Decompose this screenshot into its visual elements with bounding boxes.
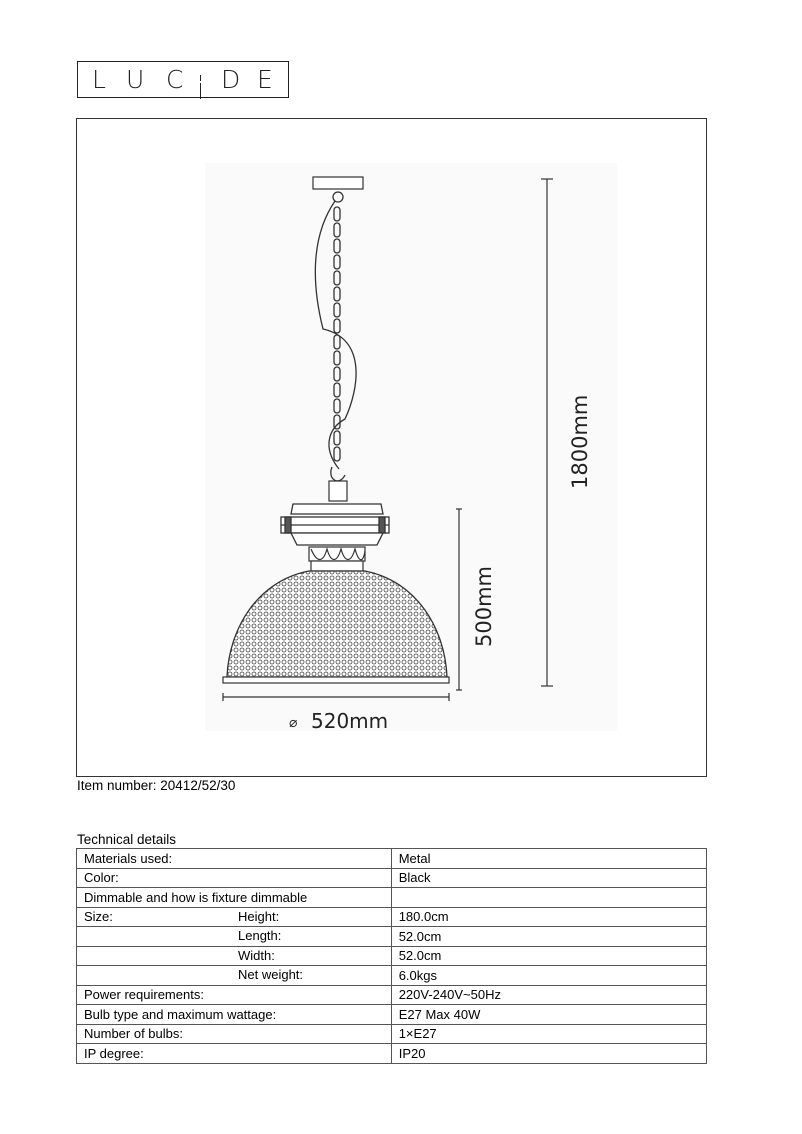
diameter-label: 520mm: [311, 709, 389, 733]
spec-label: Dimmable and how is fixture dimmable: [77, 888, 392, 908]
pendant-lamp-drawing: [77, 119, 708, 778]
lamp-housing: [281, 504, 389, 545]
table-row: [77, 1024, 707, 1044]
brand-logo: [77, 61, 289, 98]
table-row: [77, 868, 707, 888]
table-row: [77, 1044, 707, 1064]
technical-details-title: Technical details: [77, 832, 177, 847]
table-row: [77, 1005, 707, 1025]
spec-value: 220V-240V~50Hz: [391, 985, 706, 1005]
spec-label: Bulb type and maximum wattage:: [77, 1005, 392, 1025]
table-row: [77, 946, 707, 966]
hook-connector: [329, 481, 347, 501]
logo-letter: L: [92, 65, 106, 94]
spec-value: [391, 888, 706, 908]
spec-value: 1×E27: [391, 1024, 706, 1044]
logo-letter: U: [126, 65, 145, 94]
shade-crown: [309, 547, 365, 571]
spec-sublabel: Net weight:: [238, 967, 304, 982]
size-label-cell: [77, 946, 392, 966]
table-row: [77, 888, 707, 908]
table-row: [77, 907, 707, 927]
spec-value: 52.0cm: [391, 946, 706, 966]
spec-value: Metal: [391, 849, 706, 869]
spec-value: 52.0cm: [391, 927, 706, 947]
spec-sublabel: Height:: [238, 908, 280, 924]
logo-letter: E: [257, 65, 273, 94]
logo-letter: D: [221, 65, 241, 94]
product-drawing-frame: [76, 118, 707, 777]
total-height-label: 1800mm: [568, 394, 592, 489]
spec-value: 6.0kgs: [391, 966, 706, 986]
shade-rim: [223, 677, 449, 683]
spec-value: E27 Max 40W: [391, 1005, 706, 1025]
logo-i-dot: [200, 75, 201, 81]
logo-i-stem: [200, 83, 201, 99]
logo-letter: C: [166, 65, 184, 94]
spec-label: Number of bulbs:: [77, 1024, 392, 1044]
spec-label: Power requirements:: [77, 985, 392, 1005]
size-label-cell: [77, 927, 392, 947]
spec-value: 180.0cm: [391, 907, 706, 927]
spec-value: IP20: [391, 1044, 706, 1064]
table-row: [77, 966, 707, 986]
size-label-cell: [77, 966, 392, 986]
spec-label: Color:: [77, 868, 392, 888]
table-row: [77, 985, 707, 1005]
spec-value: Black: [391, 868, 706, 888]
ceiling-canopy: [313, 177, 363, 189]
spec-label: Size:: [84, 908, 113, 924]
diameter-symbol: ⌀: [289, 715, 298, 731]
size-label-cell: [77, 907, 392, 927]
item-number: Item number: 20412/52/30: [77, 778, 236, 793]
spec-label: Materials used:: [77, 849, 392, 869]
table-row: [77, 849, 707, 869]
spec-label: IP degree:: [77, 1044, 392, 1064]
spec-sublabel: Width:: [238, 947, 275, 963]
technical-details-table: [76, 848, 707, 1064]
shade-height-label: 500mm: [472, 566, 496, 647]
spec-sublabel: Length:: [238, 928, 282, 943]
table-row: [77, 927, 707, 947]
